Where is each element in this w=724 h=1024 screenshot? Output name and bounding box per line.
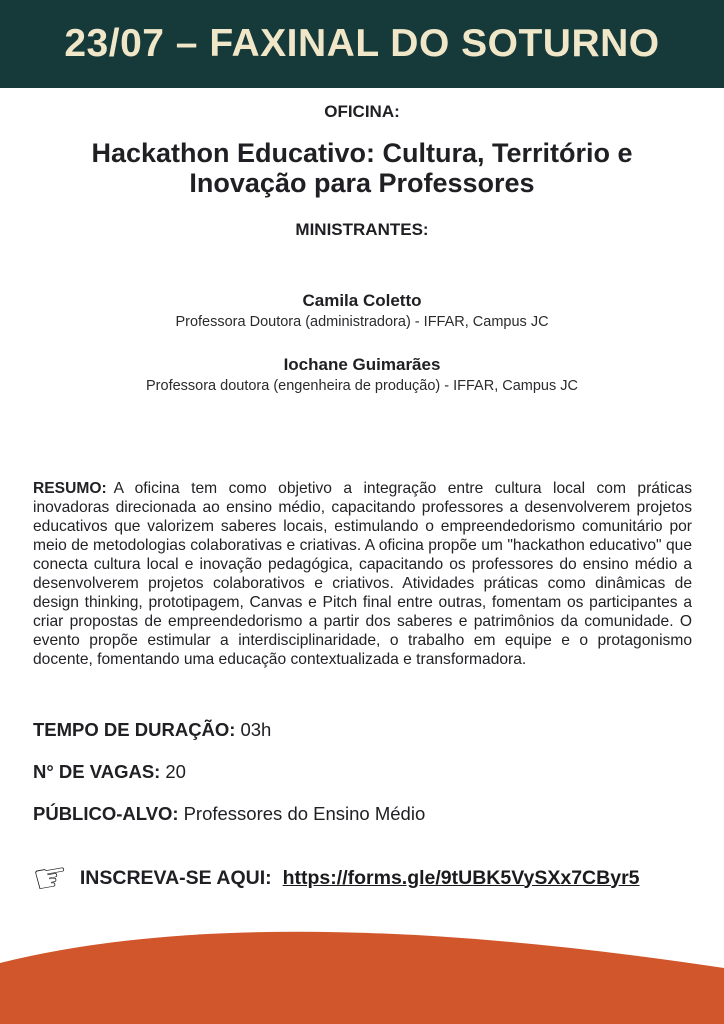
signup-row <box>29 852 640 904</box>
resumo-label: RESUMO: <box>33 480 107 497</box>
signup-label: INSCREVA-SE AQUI: <box>79 866 272 889</box>
presenter-role: Professora Doutora (administradora) - IFFAR, Campus JC <box>175 314 549 330</box>
vacancies-label: N° DE VAGAS: <box>33 761 161 782</box>
presenter-name: Camila Coletto <box>302 291 422 310</box>
footer-logo-strip <box>0 928 724 1024</box>
resumo-paragraph <box>33 479 692 669</box>
vacancies-row <box>33 761 186 783</box>
vacancies-value: 20 <box>165 761 186 782</box>
duration-row <box>33 719 271 741</box>
signup-link[interactable]: https://forms.gle/9tUBK5VySXx7CByr5 <box>282 866 640 889</box>
duration-label: TEMPO DE DURAÇÃO: <box>33 719 236 740</box>
presenter-name: Iochane Guimarães <box>283 355 441 374</box>
duration-value: 03h <box>240 719 272 740</box>
oficina-label: OFICINA: <box>324 102 400 121</box>
ministrantes-label: MINISTRANTES: <box>295 220 429 239</box>
audience-value: Professores do Ensino Médio <box>183 803 426 824</box>
presenter-role: Professora doutora (engenheira de produção) - IFFAR, Campus JC <box>146 378 578 394</box>
pointing-hand-icon: ☞ <box>29 852 73 904</box>
resumo-text: A oficina tem como objetivo a integração entre cultura local com práticas inovadoras direcionada ao ensino médio, capacitando professores a desenvolverem projetos educativos que valorizem saberes locais, estimulando o empreendedorismo comunitário por meio de metodologias colaborativas e criativas. A oficina propõe um "hackathon educativo" que conecta cultura local e inovação pedagógica, capacitando os professores do ensino médio a desenvolverem projetos colaborativos e criativos. Atividades práticas como dinâmicas de design thinking, prototipagem, Canvas e Pitch final entre outras, fomentam os participantes a criar propostas de empreendedorismo a partir dos saberes e patrimônios da comunidade. O evento propõe estimular a interdisciplinaridade, o trabalho em equipe e o protagonismo docente, fomentando uma educação contextualizada e transformadora. <box>33 480 692 668</box>
presenter-1 <box>0 291 724 330</box>
audience-row <box>33 803 425 825</box>
banner-title: 23/07 – FAXINAL DO SOTURNO <box>64 22 660 65</box>
presenter-2 <box>0 355 724 394</box>
workshop-title: Hackathon Educativo: Cultura, Território e Inovação para Professores <box>91 138 633 199</box>
date-city-banner <box>0 0 724 88</box>
audience-label: PÚBLICO-ALVO: <box>33 803 179 824</box>
